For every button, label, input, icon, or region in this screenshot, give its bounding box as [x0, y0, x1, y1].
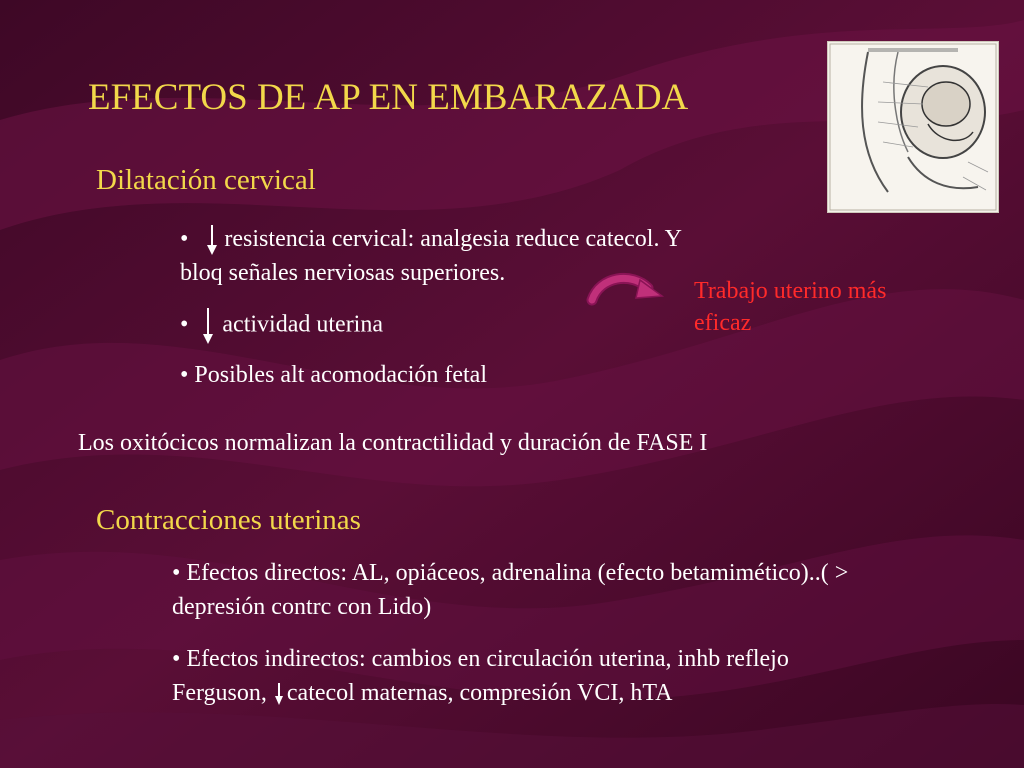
callout-line-1: Trabajo uterino más [694, 278, 887, 304]
bullet-efectos-directos [172, 556, 848, 590]
bullet-glyph: • [180, 362, 189, 388]
bullet-acomodacion [180, 358, 487, 392]
note-oxitocicos: Los oxitócicos normalizan la contractilidad y duración de FASE I [78, 430, 708, 456]
down-arrow-icon [204, 223, 220, 257]
bullet-resistencia-cont: bloq señales nerviosas superiores. [180, 260, 506, 286]
curved-arrow-icon [586, 270, 666, 306]
bullet-text: Posibles alt acomodación fetal [194, 362, 487, 388]
slide-title: EFECTOS DE AP EN EMBARAZADA [88, 77, 689, 118]
bullet-efectos-indirectos [172, 642, 789, 676]
down-arrow-icon [273, 681, 285, 707]
bullet-text-b: catecol maternas, compresión VCI, hTA [286, 680, 673, 706]
bullet-actividad [180, 306, 383, 346]
section-heading-contracciones: Contracciones uterinas [96, 504, 361, 536]
callout-line-2: eficaz [694, 310, 752, 336]
bullet-text: resistencia cervical: analgesia reduce catecol. Y [224, 226, 682, 252]
anatomy-illustration [828, 42, 998, 212]
bullet-text: actividad uterina [222, 311, 383, 338]
section-heading-dilatacion: Dilatación cervical [96, 164, 316, 196]
bullet-text: Efectos indirectos: cambios en circulación uterina, inhb reflejo [186, 646, 789, 672]
bullet-efectos-directos-cont: depresión contrc con Lido) [172, 594, 432, 620]
bullet-text-a: Ferguson, [172, 680, 273, 706]
down-arrow-icon [200, 306, 216, 346]
bullet-glyph: • [180, 226, 189, 252]
bullet-efectos-indirectos-cont [172, 676, 672, 710]
bullet-text: Efectos directos: AL, opiáceos, adrenalina (efecto betamimético)..( > [186, 560, 849, 586]
bullet-resistencia [180, 222, 682, 257]
bullet-glyph: • [180, 311, 189, 338]
anatomy-drawing-icon [828, 42, 998, 212]
bullet-glyph: • [172, 560, 181, 586]
bullet-glyph: • [172, 646, 181, 672]
